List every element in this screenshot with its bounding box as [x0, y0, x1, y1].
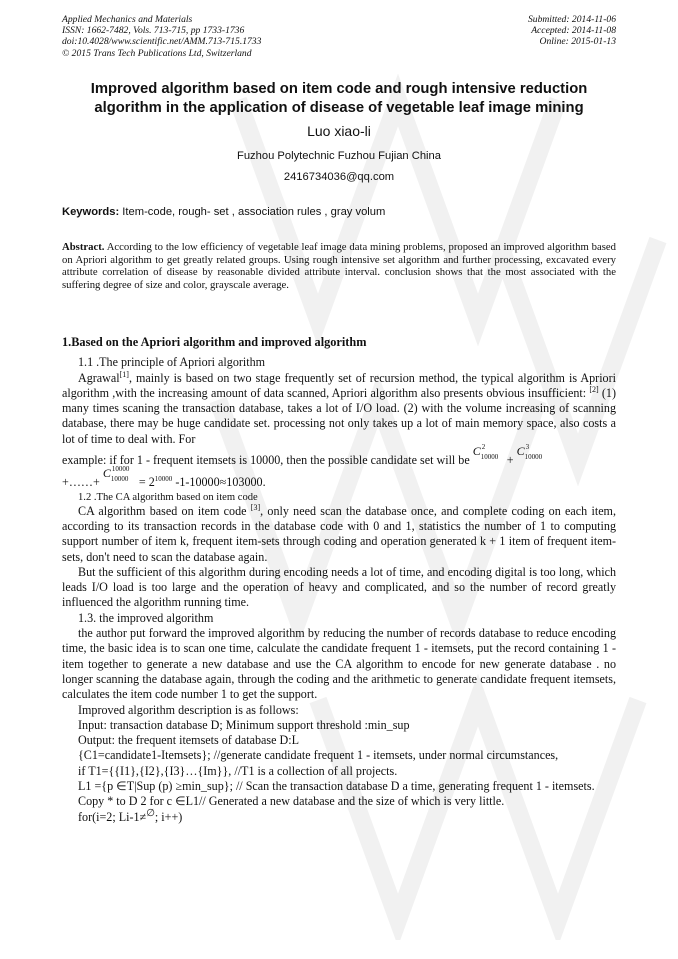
- text-run: for(i=2; Li-1≠: [78, 809, 147, 824]
- math-symbol: C: [102, 466, 111, 481]
- math-combination-c10000: [102, 465, 139, 488]
- math-symbol: C: [516, 444, 525, 459]
- math-subscript: 10000: [480, 453, 499, 462]
- doi-line: doi:10.4028/www.scientific.net/AMM.713-715.1733: [62, 36, 262, 48]
- math-superscript: 3: [525, 443, 530, 452]
- author-email: 2416734036@qq.com: [283, 171, 395, 183]
- math-plus: +: [506, 453, 514, 468]
- section-heading: 1.Based on the Apriori algorithm and improved algorithm: [62, 335, 367, 349]
- paragraph-ca-algorithm: [62, 504, 616, 565]
- text-run: CA algorithm based on item code: [78, 503, 247, 518]
- header-left: [62, 14, 261, 59]
- paragraph-improved-algorithm: the author put forward the improved algorithm by reducing the number of records database to reduce encoding time, the basic idea is to scan one time, calculate the candidate frequent 1 - itemsets, put the record containing 1 - item together to generate a new database and use the CA algorithm to encode for new generate database . no longer scanning the database again, through the coding and the arithmetic to generate candidate frequent itemsets, calculates the item code number 1 to get the support.: [62, 626, 616, 702]
- text-run: 103000.: [226, 475, 266, 490]
- math-combination-c3: [516, 443, 547, 466]
- algorithm-input: Input: transaction database D; Minimum support threshold :min_sup: [78, 717, 410, 732]
- text-run: Agrawal: [78, 370, 120, 385]
- journal-name: Applied Mechanics and Materials: [62, 14, 193, 25]
- submitted-date: Submitted: 2014-11-06: [527, 14, 616, 25]
- algorithm-output: Output: the frequent itemsets of database D:L: [78, 733, 299, 748]
- copyright-line: © 2015 Trans Tech Publications Ltd, Switzerland: [62, 47, 252, 59]
- accepted-date: Accepted: 2014-11-08: [531, 25, 616, 37]
- empty-set-symbol: ∅: [146, 807, 155, 819]
- math-symbol: C: [472, 444, 481, 459]
- main-body: [62, 335, 616, 825]
- math-equals: = 2: [138, 475, 155, 490]
- algorithm-step-for-loop: [62, 807, 616, 825]
- affiliation: Fuzhou Polytechnic Fuzhou Fujian China: [237, 150, 441, 162]
- math-superscript: 10000: [111, 465, 130, 474]
- algorithm-step-copy: Copy * to D 2 for c ∈L1// Generated a new database and the size of which is very little.: [78, 794, 505, 809]
- algorithm-step-l1: L1 ={p ∈T|Sup (p) ≥min_sup}; // Scan the transaction database D a time, generating frequent 1 - itemsets.: [78, 779, 595, 794]
- abstract-text: According to the low efficiency of vegetable leaf image data mining problems, proposed an improved algorithm based on Apriori algorithm to get greatly related groups. Using rough intensive set algorithm and further processing, excavated every attribute correlation of disease by reasonable divided attribute interval. conclusion shows that the most associated with the suffering degree of size and color, grayscale average.: [62, 241, 616, 291]
- issn-line: ISSN: 1662-7482, Vols. 713-715, pp 1733-1736: [62, 25, 245, 37]
- text-run: +……+: [62, 475, 100, 490]
- paragraph-apriori: [62, 371, 616, 447]
- journal-header: [62, 14, 616, 59]
- subsection-1-1-heading: 1.1 .The principle of Apriori algorithm: [78, 355, 266, 370]
- text-run: , only need scan the database once, and complete coding on each item, according to its transaction records in the database code with 0 and 1, statistics the number of 1 to computing support number of item k, frequent item-sets through coding and operation generated k + 1 item of frequent item-sets, don't need to scan the database again.: [62, 503, 616, 564]
- keywords-label: Keywords:: [62, 206, 120, 218]
- formula-line: [62, 465, 616, 490]
- example-line: [62, 443, 616, 468]
- text-run: ; i++): [154, 809, 183, 824]
- math-subscript: 10000: [110, 475, 129, 484]
- math-approx: ≈: [219, 475, 227, 490]
- text-run: (1) many times scaning the transaction database, takes a lot of I/O load. (2) with the volume increasing of scanning database, there may be huge candidate set. processing not only takes up a lot of main memory space, also costs a lot of time to deal with. For: [62, 385, 616, 446]
- text-run: , mainly is based on two stage frequently set of recursion method, the typical algorithm is Apriori algorithm ,with the increasing amount of data scanned, Apriori algorithm also presents obvious insufficient:: [62, 370, 616, 400]
- paper-title: [40, 80, 638, 118]
- text-run: -1-10000: [175, 475, 220, 490]
- citation-ref[interactable]: [1]: [119, 369, 129, 379]
- subsection-1-3-heading: 1.3. the improved algorithm: [78, 610, 214, 625]
- author-name: Luo xiao-li: [307, 123, 371, 139]
- math-subscript: 10000: [524, 453, 543, 462]
- algorithm-step-t1: if T1={{I1},{I2},{I3}…{Im}}, //T1 is a collection of all projects.: [78, 763, 398, 778]
- subsection-1-2-heading: 1.2 .The CA algorithm based on item code: [78, 491, 258, 503]
- algorithm-step-c1: {C1=candidate1-Itemsets}; //generate candidate frequent 1 - itemsets, under normal circumstances,: [78, 748, 559, 763]
- citation-ref[interactable]: [3]: [250, 502, 261, 512]
- keywords-text: Item-code, rough- set , association rules , gray volum: [119, 206, 386, 218]
- math-combination-c2: [472, 443, 507, 466]
- abstract: [62, 241, 616, 291]
- citation-ref[interactable]: [2]: [589, 384, 599, 394]
- title-line-2: algorithm in the application of disease of vegetable leaf image mining: [94, 100, 584, 116]
- header-right: [528, 14, 616, 48]
- title-line-1: Improved algorithm based on item code and rough intensive reduction: [90, 81, 588, 97]
- math-superscript: 2: [481, 443, 486, 452]
- algorithm-description-intro: Improved algorithm description is as follows:: [78, 702, 299, 717]
- math-exponent: 10000: [154, 475, 173, 484]
- abstract-label: Abstract.: [62, 241, 105, 253]
- online-date: Online: 2015-01-13: [539, 36, 616, 48]
- paragraph-ca-insufficient: But the sufficient of this algorithm during encoding needs a lot of time, and encoding digital is too long, which leads I/O load is too large and the operation of heavy and complicated, and so the number of record greatly influenced the algorithm running time.: [62, 564, 616, 610]
- keywords: [62, 206, 618, 218]
- text-run: example: if for 1 - frequent itemsets is 10000, then the possible candidate set will be: [62, 453, 470, 468]
